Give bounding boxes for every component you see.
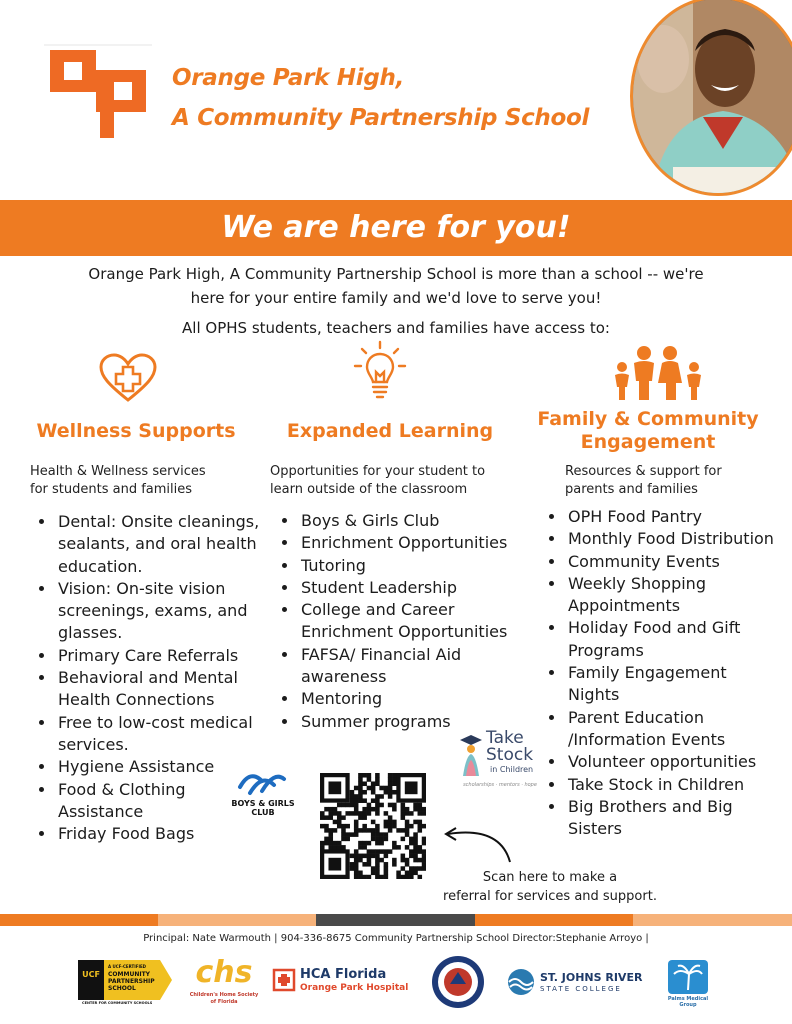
list-item: • Behavioral and Mental Health Connections xyxy=(56,667,260,712)
family-heading-line1: Family & Community xyxy=(537,408,759,430)
take-stock-logo xyxy=(458,730,542,794)
sjr-logo xyxy=(506,956,648,1008)
scan-line2: referral for services and support. xyxy=(443,889,657,904)
footer-strip-5 xyxy=(633,914,792,926)
chs-logo xyxy=(188,956,260,1008)
boys-girls-club-logo xyxy=(220,765,306,817)
list-item: • Family Engagement Nights xyxy=(566,662,782,707)
banner-text: We are here for you! xyxy=(221,210,571,245)
list-item: • Student Leadership xyxy=(299,577,525,599)
graduate-icon xyxy=(458,732,484,776)
scan-line1: Scan here to make a xyxy=(482,870,618,885)
list-item: • Primary Care Referrals xyxy=(56,645,260,667)
take-stock-word2: Stock xyxy=(486,745,534,765)
ucf-cps-logo xyxy=(78,956,174,1008)
family-heading-line2: Engagement xyxy=(580,431,716,453)
hca-label-1: HCA Florida xyxy=(300,967,387,982)
learning-subtext-line2: learn outside of the classroom xyxy=(270,482,468,497)
list-item: • Free to low-cost medical services. xyxy=(56,712,260,757)
wave-icon xyxy=(506,968,536,996)
wellness-subtext xyxy=(30,463,260,499)
ucf-mark: UCF xyxy=(82,970,100,979)
palm-tree-icon xyxy=(668,960,708,994)
wellness-subtext-line1: Health & Wellness services xyxy=(30,464,206,479)
chs-label-1: Children's Home Society xyxy=(189,992,259,998)
take-stock-tagline: scholarships · mentors · hope xyxy=(463,782,537,788)
ucf-bottom-label: CENTER FOR COMMUNITY SCHOOLS xyxy=(82,1001,153,1005)
scan-instructions xyxy=(432,868,668,906)
list-item: • Community Events xyxy=(566,551,782,573)
op-logo xyxy=(44,40,152,140)
boys-girls-club-label: BOYS & GIRLS CLUB xyxy=(231,799,295,817)
list-item: • Vision: On-site vision screenings, exams, and glasses. xyxy=(56,578,260,645)
chs-label-2: of Florida xyxy=(210,999,238,1005)
wellness-subtext-line2: for students and families xyxy=(30,482,193,497)
family-heading xyxy=(530,408,766,454)
list-item: • OPH Food Pantry xyxy=(566,506,782,528)
ucf-label-2: PARTNERSHIP xyxy=(108,978,155,985)
intro-line2: here for your entire family and we'd love to serve you! xyxy=(190,289,602,307)
school-title xyxy=(172,58,589,138)
list-item: • Parent Education /Information Events xyxy=(566,707,782,752)
palms-label: Palms Medical Group xyxy=(667,996,709,1008)
list-item: • Holiday Food and Gift Programs xyxy=(566,617,782,662)
qr-code[interactable] xyxy=(320,773,426,879)
sjr-label-2: STATE COLLEGE xyxy=(540,985,622,993)
list-item: • Take Stock in Children xyxy=(566,774,782,796)
family-subtext-line1: Resources & support for xyxy=(565,464,722,479)
footer-strip-2 xyxy=(158,914,316,926)
list-item: • Boys & Girls Club xyxy=(299,510,525,532)
list-item: • FAFSA/ Financial Aid awareness xyxy=(299,644,525,689)
family-icon xyxy=(612,345,704,401)
student-photo xyxy=(630,0,792,196)
list-item: • Summer programs xyxy=(299,711,525,733)
heart-plus-icon xyxy=(98,352,158,404)
hca-label-2: Orange Park Hospital xyxy=(300,983,409,993)
learning-subtext-line1: Opportunities for your student to xyxy=(270,464,486,479)
access-text: All OPHS students, teachers and families have access to: xyxy=(182,319,610,337)
banner xyxy=(0,200,792,256)
list-item: • College and Career Enrichment Opportunities xyxy=(299,599,525,644)
take-stock-word3: in Children xyxy=(490,765,534,774)
list-item: • Weekly Shopping Appointments xyxy=(566,573,782,618)
lightbulb-icon xyxy=(352,340,408,402)
hands-logo-icon xyxy=(236,765,288,797)
list-item: • Big Brothers and Big Sisters xyxy=(566,796,782,841)
family-list xyxy=(542,506,782,840)
list-item: • Tutoring xyxy=(299,555,525,577)
list-item: • Dental: Onsite cleanings, sealants, and oral health education. xyxy=(56,511,260,578)
footer-contact: Principal: Nate Warmouth | 904-336-8675 Community Partnership School Director:Stephanie Arroyo | xyxy=(143,933,649,944)
school-title-line2: A Community Partnership School xyxy=(172,105,590,131)
list-item: • Food & Clothing Assistance xyxy=(56,779,260,824)
county-seal-logo xyxy=(430,954,486,1010)
arrow-icon xyxy=(438,818,518,864)
school-title-line1: Orange Park High, xyxy=(172,65,405,91)
hca-cross-icon xyxy=(272,968,296,992)
list-item: • Monthly Food Distribution xyxy=(566,528,782,550)
footer-strip-4 xyxy=(475,914,633,926)
footer-strip-3 xyxy=(316,914,475,926)
palms-logo xyxy=(660,956,716,1008)
family-subtext-line2: parents and families xyxy=(565,482,698,497)
list-item: • Hygiene Assistance xyxy=(56,756,260,778)
ucf-label-1: COMMUNITY xyxy=(108,971,151,978)
footer-strip-1 xyxy=(0,914,158,926)
list-item: • Enrichment Opportunities xyxy=(299,532,525,554)
ucf-small-label: A UCF-CERTIFIED xyxy=(108,964,146,969)
intro-text xyxy=(40,262,752,310)
wellness-heading: Wellness Supports xyxy=(36,420,236,442)
hca-logo xyxy=(272,956,412,1008)
learning-list xyxy=(275,510,525,733)
list-item: • Mentoring xyxy=(299,688,525,710)
learning-heading: Expanded Learning xyxy=(286,420,494,442)
learning-subtext xyxy=(270,463,520,499)
sjr-label-1: ST. JOHNS RIVER xyxy=(540,971,643,984)
take-stock-word1: Take xyxy=(486,728,524,748)
chs-mark: chs xyxy=(195,955,253,990)
list-item: • Volunteer opportunities xyxy=(566,751,782,773)
list-item: • Friday Food Bags xyxy=(56,823,260,845)
ucf-label-3: SCHOOL xyxy=(108,985,136,992)
family-subtext xyxy=(565,463,775,499)
intro-line1: Orange Park High, A Community Partnership School is more than a school -- we're xyxy=(88,265,704,283)
